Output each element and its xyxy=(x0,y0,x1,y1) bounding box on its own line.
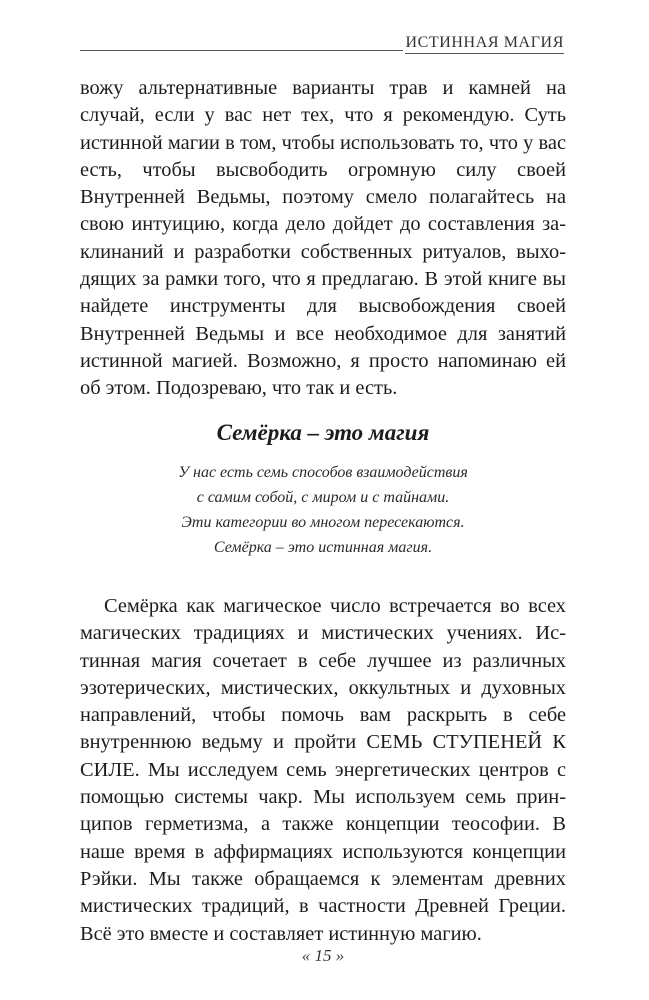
epigraph-line: Эти категории во многом пересекаются. xyxy=(181,514,465,531)
running-header xyxy=(80,34,564,54)
epigraph-line: с самим собой, с миром и с тайнами. xyxy=(196,489,450,506)
header-rule xyxy=(80,50,403,51)
epigraph-line: Семёрка – это истинная магия. xyxy=(213,539,433,556)
page-number: « 15 » xyxy=(301,946,345,965)
body-paragraph-2: Семёрка как магическое число встречается во всех магических традициях и мистических учениях. Истинная магия сочетает в себе лучшее из различных эзотерических, мистических, оккультных и духовных направлений, чтобы помочь вам раскрыть в себе внутреннюю ведьму и пройти СЕМЬ СТУПЕНЕЙ К СИЛЕ. Мы исследуем семь энергетических центров с помощью системы чакр. Мы используем семь принципов герметизма, а также концепции теософии. В наше время в аффирмациях используются концепции Рэйки. Мы также обращаемся к элементам древних мистических традиций, в частности Древней Греции. Всё это вместе и составляет истинную магию. xyxy=(80,595,566,945)
section-title: Семёрка – это магия xyxy=(216,420,430,445)
epigraph-line: У нас есть семь способов взаимодействия xyxy=(178,464,468,481)
running-header-title: ИСТИННАЯ МАГИЯ xyxy=(405,34,564,54)
epigraph xyxy=(80,460,566,560)
body-paragraph-1: вожу альтернативные варианты трав и камней на случай, если у вас нет тех, что я рекомендую. Суть истинной магии в том, чтобы использовать то, что у вас есть, чтобы высвободить огромную силу своей Внутренней Ведьмы, поэтому смело полагайтесь на свою интуицию, когда дело дойдет до составления заклинаний и разработки собственных ритуалов, выходящих за рамки того, что я предлагаю. В этой книге вы найдете инструменты для высвобождения своей Внутренней Ведьмы и все необходимое для занятий истинной магией. Возможно, я просто напоминаю ей об этом. Подозреваю, что так и есть. xyxy=(80,77,566,400)
